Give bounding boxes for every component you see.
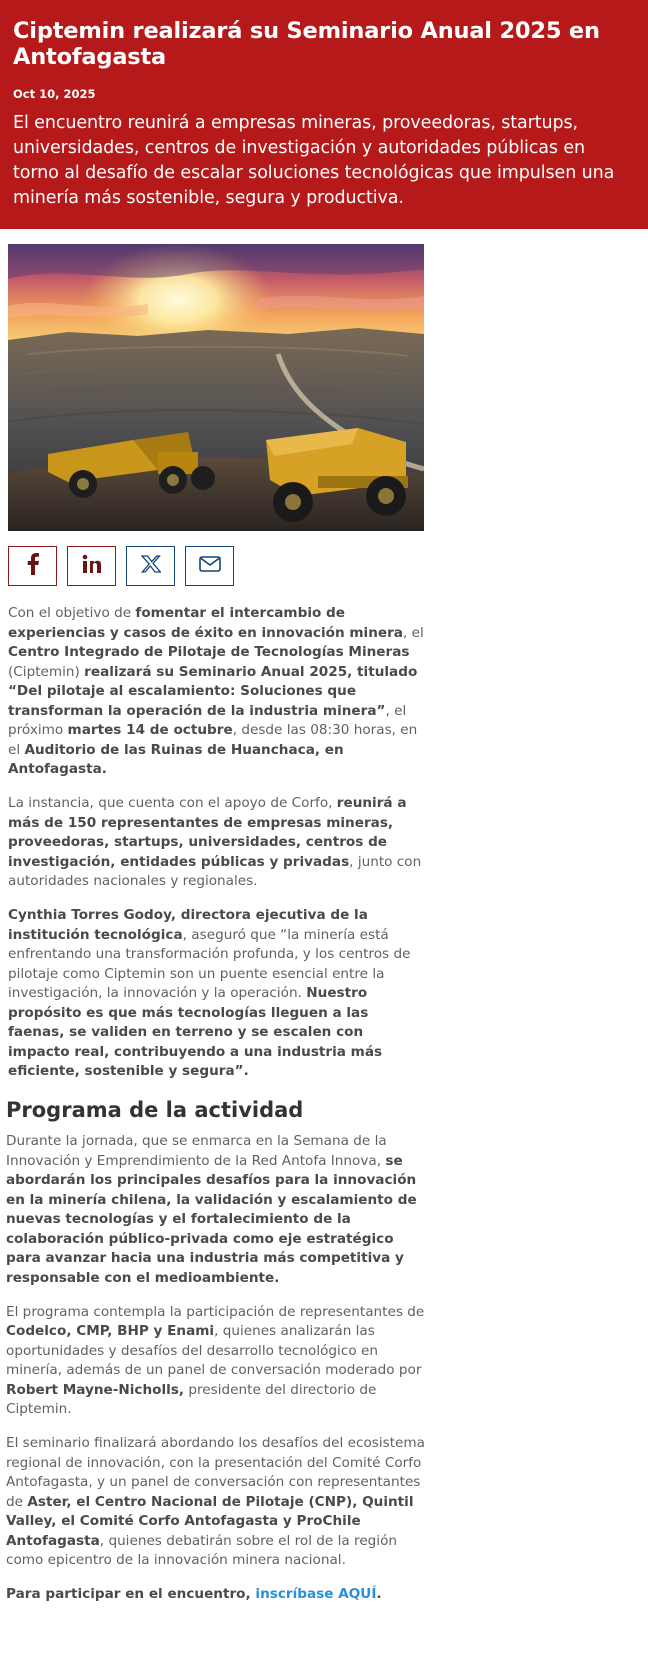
text: , quienes analizarán las oportunidades y desafíos del desarrollo tecnológico en minería, además de un panel de conversación moderado por <box>6 1323 422 1378</box>
paragraph-participants <box>6 1303 426 1420</box>
text: (Ciptemin) <box>8 663 85 680</box>
text: , el <box>402 624 424 641</box>
text: presidente del directorio de Ciptemin. <box>6 1381 377 1417</box>
hero-image-mining-trucks <box>8 244 424 531</box>
share-email-button[interactable] <box>185 546 234 586</box>
text: Con el objetivo de <box>8 605 136 621</box>
paragraph-corfo <box>8 794 426 892</box>
paragraph-quote <box>8 906 426 1082</box>
text: El programa contempla la participación de representantes de <box>6 1303 425 1320</box>
article-body <box>8 604 426 1619</box>
linkedin-icon <box>82 554 102 578</box>
share-linkedin-button[interactable] <box>67 546 116 586</box>
article-header <box>0 0 648 229</box>
bold-text: Codelco, CMP, BHP y Enami <box>6 1323 215 1339</box>
bold-text: Nuestro propósito es que más tecnologías lleguen a las faenas, se validen en terreno y se escalen con impacto real, contribuyendo a una industria más eficiente, sostenible y segura”. <box>8 985 383 1079</box>
bold-text: se abordarán los principales desafíos para la innovación en la minería chilena, la validación y escalamiento de nuevas tecnologías y el fortalecimiento de la colaboración público-privada como eje estratégico para avanzar hacia una industria más competitiva y responsable con el medioambiente. <box>6 1152 417 1286</box>
cta-text: Para participar en el encuentro, <box>6 1586 256 1602</box>
text: , quienes debatirán sobre el rol de la región como epicentro de la innovación minera nacional. <box>6 1532 398 1568</box>
share-x-button[interactable] <box>126 546 175 586</box>
article-title: Ciptemin realizará su Seminario Anual 2025 en Antofagasta <box>13 18 600 70</box>
bold-text: Cynthia Torres Godoy, directora ejecutiva de la institución tecnológica <box>8 907 368 943</box>
bold-text: Auditorio de las Ruinas de Huanchaca, en Antofagasta. <box>8 741 344 777</box>
text: , junto con autoridades nacionales y regionales. <box>8 853 422 889</box>
text: , desde las 08:30 horas, en el <box>8 722 418 758</box>
bold-text: fomentar el intercambio de experiencias y casos de éxito en innovación minera <box>8 605 403 641</box>
paragraph-program <box>6 1132 426 1288</box>
text: El seminario finalizará abordando los desafíos del ecosistema regional de innovación, con la presentación del Comité Corfo Antofagasta, y un panel de conversación con representantes de <box>6 1435 425 1510</box>
article-date: Oct 10, 2025 <box>13 87 96 101</box>
paragraph-closing <box>6 1434 426 1571</box>
share-facebook-button[interactable] <box>8 546 57 586</box>
x-icon <box>141 555 161 577</box>
text: Durante la jornada, que se enmarca en la Semana de la Innovación y Emprendimiento de la Red Antofa Innova, <box>6 1133 387 1169</box>
article-lead: El encuentro reunirá a empresas mineras, proveedoras, startups, universidades, centros de investigación y autoridades públicas en torno al desafío de escalar soluciones tecnológicas que impulsen una minería más sostenible, segura y productiva. <box>13 113 615 208</box>
paragraph-cta <box>6 1585 426 1605</box>
bold-text: realizará su Seminario Anual 2025, titulado “Del pilotaje al escalamiento: Soluciones que transforman la operación de la industria minera” <box>8 663 418 719</box>
text: , el próximo <box>8 702 407 738</box>
bold-text: Aster, el Centro Nacional de Pilotaje (CNP), Quintil Valley, el Comité Corfo Antofagasta y ProChile Antofagasta <box>6 1493 414 1549</box>
cta-end: . <box>376 1586 382 1602</box>
program-section <box>6 1132 426 1605</box>
paragraph-intro <box>8 604 426 780</box>
bold-text: martes 14 de octubre <box>67 722 233 738</box>
facebook-icon <box>25 553 41 579</box>
bold-text: Centro Integrado de Pilotaje de Tecnologías Mineras <box>8 644 410 660</box>
bold-text: reunirá a más de 150 representantes de empresas mineras, proveedoras, startups, universidades, centros de investigación, entidades públicas y privadas <box>8 795 407 870</box>
register-link[interactable]: inscríbase AQUÍ <box>255 1586 377 1602</box>
text: La instancia, que cuenta con el apoyo de Corfo, <box>8 795 337 811</box>
text: , aseguró que “la minería está enfrentando una transformación profunda, y los centros de pilotaje como Ciptemin son un puente esencial entre la investigación, la innovación y la operación. <box>8 926 411 1001</box>
bold-text: Robert Mayne-Nicholls, <box>6 1381 185 1398</box>
share-bar <box>8 546 244 586</box>
section-heading: Programa de la actividad <box>6 1098 304 1122</box>
mail-icon <box>199 556 221 576</box>
